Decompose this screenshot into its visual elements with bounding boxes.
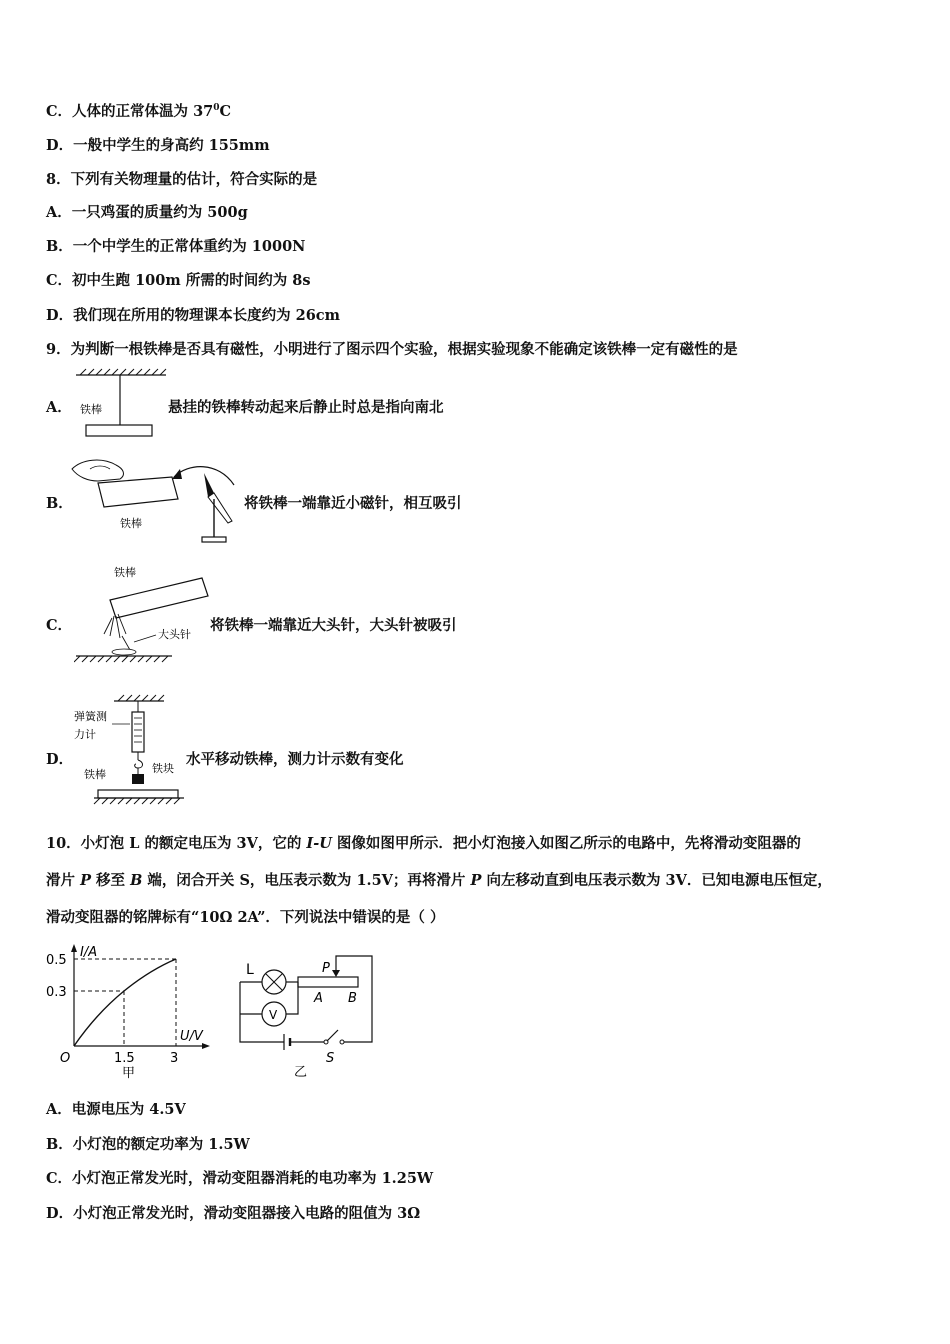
pins xyxy=(104,614,130,650)
q9-c-figure xyxy=(74,562,210,666)
y-tick-0.3: 0.3 xyxy=(46,985,67,1000)
rheostat-end-a: A xyxy=(314,991,323,1006)
q9-option-b-text: 将铁棒一端靠近小磁针，相互吸引 xyxy=(244,495,462,512)
q7-option-c: C．人体的正常体温为 $37^0C$ xyxy=(46,103,232,120)
q8-option-c: C．初中生跑 100m 所需的时间约为 8s xyxy=(46,272,311,289)
lamp-label: L xyxy=(246,962,254,978)
q10-option-c: C．小灯泡正常发光时，滑动变阻器消耗的电功率为 1.25W xyxy=(46,1170,434,1187)
x-tick-1.5: 1.5 xyxy=(114,1051,135,1066)
q9-d-figure xyxy=(72,694,192,812)
q8-option-a: A．一只鸡蛋的质量约为 500g xyxy=(46,204,248,221)
iron-rod-label: 铁棒 xyxy=(114,566,136,579)
q10-stem-line-2: 滑片 P 移至 B 端，闭合开关 S，电压表示数为 1.5V；再将滑片 P 向左移动直到电压表示数为 3V．已知电源电压恒定， xyxy=(46,872,832,889)
q9-option-b-label: B． xyxy=(46,495,73,512)
q10-stem-line-1: 10．小灯泡 L 的额定电压为 3V，它的 I-U 图像如图甲所示．把小灯泡接入如图乙所示的电路中，先将滑动变阻器的 xyxy=(46,835,801,852)
switch-label: S xyxy=(326,1051,335,1066)
iron-rod-label: 铁棒 xyxy=(120,517,142,530)
switch-blade xyxy=(327,1030,338,1041)
q9-option-c-text: 将铁棒一端靠近大头针，大头针被吸引 xyxy=(210,617,457,634)
iron-rod xyxy=(110,578,208,618)
q9-option-a-text: 悬挂的铁棒转动起来后静止时总是指向南北 xyxy=(168,399,444,416)
q9-option-c-label: C． xyxy=(46,617,73,634)
rheostat xyxy=(298,977,358,987)
q7-option-d: D．一般中学生的身高约 155mm xyxy=(46,137,270,154)
iron-rod xyxy=(98,790,178,798)
iu-graph xyxy=(40,942,216,1080)
voltmeter-label: V xyxy=(269,1008,278,1022)
spring-scale-label-2: 力计 xyxy=(74,728,96,741)
q10-option-d: D．小灯泡正常发光时，滑动变阻器接入电路的阻值为 3Ω xyxy=(46,1205,421,1222)
y-tick-0.5: 0.5 xyxy=(46,953,67,968)
q9-b-figure xyxy=(68,455,240,547)
rheostat-end-b: B xyxy=(348,991,357,1006)
q9-a-figure xyxy=(74,368,169,440)
x-axis-label: U/V xyxy=(180,1029,203,1044)
compass-needle-light xyxy=(208,493,232,523)
rotation-arrow xyxy=(174,467,234,485)
graph-caption: 甲 xyxy=(122,1066,136,1080)
slider-arrow xyxy=(332,970,340,977)
q10-stem-line-3: 滑动变阻器的铭牌标有“10Ω 2A”．下列说法中错误的是（ ） xyxy=(46,909,445,926)
iron-block-label: 铁块 xyxy=(152,762,174,775)
q8-option-b: B．一个中学生的正常体重约为 1000N xyxy=(46,238,306,255)
circuit-diagram xyxy=(228,950,380,1080)
hand-shape xyxy=(72,460,123,481)
q8-stem: 8．下列有关物理量的估计，符合实际的是 xyxy=(46,171,318,188)
pin-label: 大头针 xyxy=(158,628,191,641)
circuit-caption: 乙 xyxy=(294,1065,308,1080)
q9-option-a-label: A． xyxy=(46,399,72,416)
iron-rod-label: 铁棒 xyxy=(84,768,106,781)
iron-rod xyxy=(98,477,178,507)
iron-block xyxy=(132,774,144,784)
y-axis-label: I/A xyxy=(80,945,98,960)
origin-label: O xyxy=(60,1051,71,1066)
slider-label: P xyxy=(322,961,330,976)
iron-rod-label: 铁棒 xyxy=(80,403,102,416)
q8-option-d: D．我们现在所用的物理课本长度约为 26cm xyxy=(46,307,340,324)
q9-option-d-label: D． xyxy=(46,751,74,768)
x-tick-3: 3 xyxy=(170,1051,179,1066)
q9-stem: 9．为判断一根铁棒是否具有磁性，小明进行了图示四个实验，根据实验现象不能确定该铁棒一定有磁性的是 xyxy=(46,341,738,358)
q10-option-a: A．电源电压为 4.5V xyxy=(46,1101,186,1118)
q10-option-b: B．小灯泡的额定功率为 1.5W xyxy=(46,1136,250,1153)
iron-rod xyxy=(86,425,152,436)
compass-base xyxy=(202,537,226,542)
spring-scale-label-1: 弹簧测 xyxy=(74,710,107,723)
iu-curve xyxy=(74,959,176,1046)
q9-option-d-text: 水平移动铁棒，测力计示数有变化 xyxy=(186,751,404,768)
